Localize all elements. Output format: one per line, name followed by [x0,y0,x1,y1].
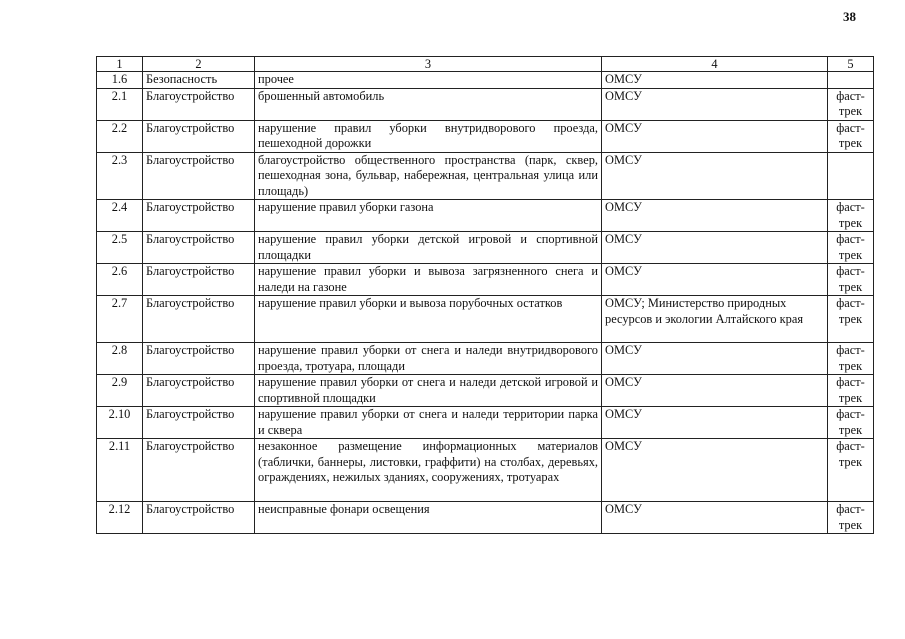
row-responsible: ОМСУ [602,72,828,89]
table-row [97,343,874,375]
row-category: Благоустройство [143,200,255,232]
row-category: Благоустройство [143,407,255,439]
row-track: фаст-трек [828,296,874,343]
row-track: фаст-трек [828,375,874,407]
table-row [97,264,874,296]
row-responsible: ОМСУ [602,120,828,152]
row-track: фаст-трек [828,343,874,375]
row-number: 2.4 [97,200,143,232]
row-responsible: ОМСУ [602,88,828,120]
row-description: брошенный автомобиль [255,88,602,120]
table-header-row [97,57,874,72]
row-number: 2.8 [97,343,143,375]
row-track [828,152,874,200]
table-row [97,232,874,264]
row-category: Благоустройство [143,88,255,120]
row-number: 2.10 [97,407,143,439]
row-responsible: ОМСУ [602,502,828,534]
row-responsible: ОМСУ [602,407,828,439]
row-category: Благоустройство [143,232,255,264]
row-description: нарушение правил уборки и вывоза загрязненного снега и наледи на газоне [255,264,602,296]
row-track: фаст-трек [828,439,874,502]
row-description: нарушение правил уборки и вывоза порубочных остатков [255,296,602,343]
header-col-2: 2 [143,57,255,72]
row-description: нарушение правил уборки детской игровой и спортивной площадки [255,232,602,264]
row-number: 2.3 [97,152,143,200]
row-track: фаст-трек [828,200,874,232]
table-row [97,88,874,120]
row-track: фаст-трек [828,407,874,439]
row-number: 2.2 [97,120,143,152]
document-table [96,56,874,534]
row-category: Благоустройство [143,152,255,200]
table-row [97,375,874,407]
row-description: нарушение правил уборки внутридворового проезда, пешеходной дорожки [255,120,602,152]
table-row [97,296,874,343]
row-number: 2.12 [97,502,143,534]
header-col-4: 4 [602,57,828,72]
table-row [97,120,874,152]
row-track: фаст-трек [828,88,874,120]
table-row [97,502,874,534]
row-description: незаконное размещение информационных материалов (таблички, баннеры, листовки, граффити) на столбах, деревьях, ограждениях, нежилых зданиях, сооружениях, тротуарах [255,439,602,502]
header-col-3: 3 [255,57,602,72]
row-description: прочее [255,72,602,89]
row-number: 2.1 [97,88,143,120]
header-col-1: 1 [97,57,143,72]
row-category: Безопасность [143,72,255,89]
row-number: 2.11 [97,439,143,502]
row-category: Благоустройство [143,120,255,152]
table-row [97,152,874,200]
header-col-5: 5 [828,57,874,72]
row-track: фаст-трек [828,120,874,152]
table-row [97,200,874,232]
row-category: Благоустройство [143,343,255,375]
table-row [97,407,874,439]
row-number: 2.9 [97,375,143,407]
row-responsible: ОМСУ [602,343,828,375]
row-description: нарушение правил уборки газона [255,200,602,232]
page-number: 38 [843,9,856,24]
row-responsible: ОМСУ [602,439,828,502]
row-description: неисправные фонари освещения [255,502,602,534]
row-track: фаст-трек [828,264,874,296]
row-responsible: ОМСУ [602,264,828,296]
row-description: благоустройство общественного пространства (парк, сквер, пешеходная зона, бульвар, набережная, центральная улица или площадь) [255,152,602,200]
row-number: 1.6 [97,72,143,89]
row-description: нарушение правил уборки от снега и наледи внутридворового проезда, тротуара, площади [255,343,602,375]
row-responsible: ОМСУ [602,375,828,407]
row-number: 2.6 [97,264,143,296]
row-track: фаст-трек [828,502,874,534]
row-number: 2.7 [97,296,143,343]
row-category: Благоустройство [143,502,255,534]
row-description: нарушение правил уборки от снега и наледи территории парка и сквера [255,407,602,439]
row-description: нарушение правил уборки от снега и наледи детской игровой и спортивной площадки [255,375,602,407]
row-category: Благоустройство [143,264,255,296]
row-responsible: ОМСУ [602,200,828,232]
row-number: 2.5 [97,232,143,264]
row-track: фаст-трек [828,232,874,264]
row-category: Благоустройство [143,439,255,502]
row-responsible: ОМСУ [602,152,828,200]
row-responsible: ОМСУ; Министерство природных ресурсов и экологии Алтайского края [602,296,828,343]
row-category: Благоустройство [143,296,255,343]
table-row [97,439,874,502]
row-category: Благоустройство [143,375,255,407]
row-responsible: ОМСУ [602,232,828,264]
table-row [97,72,874,89]
row-track [828,72,874,89]
